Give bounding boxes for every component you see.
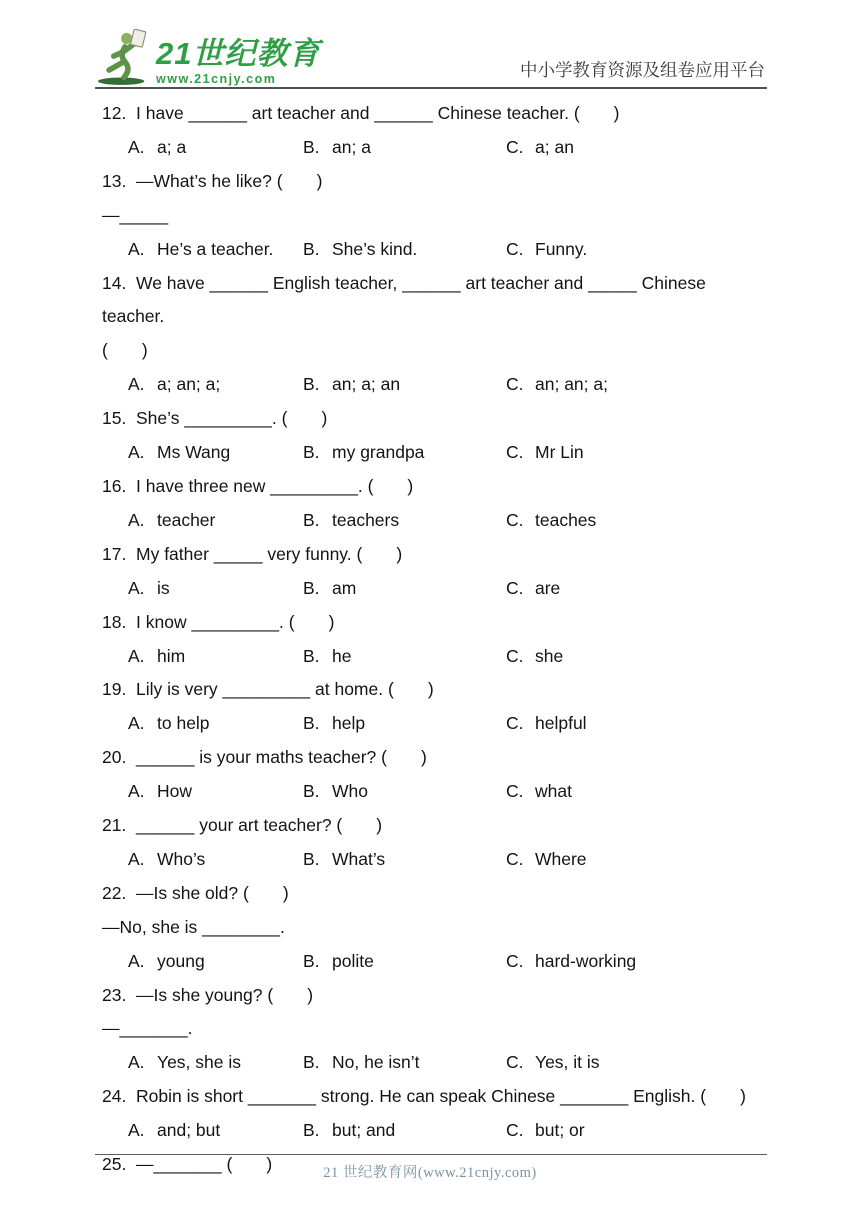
option-b-letter: B. <box>303 781 320 802</box>
option-a <box>128 640 303 674</box>
option-a-text: Who’s <box>157 848 206 869</box>
option-c-letter: C. <box>506 713 524 734</box>
question-number: 12. <box>102 103 127 123</box>
option-b-text: but; and <box>332 1120 396 1141</box>
question-list <box>95 97 771 1182</box>
option-c-text: an; an; a; <box>535 374 608 395</box>
question-number: 19. <box>102 679 127 700</box>
option-a <box>128 572 303 606</box>
option-c-text: what <box>535 781 572 802</box>
question-stem: —What’s he like? ( ) <box>136 170 323 191</box>
option-c-letter: C. <box>506 1120 524 1141</box>
question-continuation-line: ( ) <box>102 340 148 361</box>
option-a <box>128 843 303 877</box>
option-a <box>128 368 303 402</box>
logo-url: www.21cnjy.com <box>156 72 277 86</box>
option-a-letter: A. <box>128 1120 145 1141</box>
question-number: 13. <box>102 170 127 191</box>
option-b-text: my grandpa <box>332 442 425 463</box>
running-person-logo-icon <box>97 29 149 92</box>
options-row <box>95 1046 771 1080</box>
option-b-text: No, he isn’t <box>332 1052 420 1073</box>
question-stem-line <box>95 1080 771 1114</box>
option-a-letter: A. <box>128 950 145 971</box>
options-row <box>95 233 771 267</box>
question-number: 20. <box>102 747 127 768</box>
question-stem-line <box>95 673 771 707</box>
question-stem: ______ is your maths teacher? ( ) <box>136 747 427 768</box>
option-c <box>506 843 771 877</box>
option-c-letter: C. <box>506 1052 524 1073</box>
option-b-text: an; a; an <box>332 374 401 395</box>
question-continuation-line: —_____ <box>102 204 169 225</box>
option-a <box>128 504 303 538</box>
question-stem-line <box>95 809 771 843</box>
option-b-text: he <box>332 645 352 666</box>
option-c <box>506 775 771 809</box>
option-b-text: an; a <box>332 136 371 157</box>
option-b-letter: B. <box>303 713 320 734</box>
option-c <box>506 640 771 674</box>
option-b <box>303 233 506 267</box>
question-stem: We have ______ English teacher, ______ art teacher and _____ Chinese teacher. <box>102 272 711 327</box>
question-stem-line <box>95 97 771 131</box>
option-c-letter: C. <box>506 238 524 259</box>
question-stem: —_______ ( ) <box>136 1154 273 1175</box>
options-row <box>95 707 771 741</box>
question <box>95 809 771 877</box>
option-a <box>128 775 303 809</box>
option-a-letter: A. <box>128 781 145 802</box>
option-c <box>506 945 771 979</box>
option-b <box>303 436 506 470</box>
option-c <box>506 504 771 538</box>
option-c-letter: C. <box>506 781 524 802</box>
option-c <box>506 707 771 741</box>
option-a-letter: A. <box>128 848 145 869</box>
question-stem: I have three new _________. ( ) <box>136 475 414 496</box>
options-row <box>95 572 771 606</box>
option-a-letter: A. <box>128 442 145 463</box>
header-divider <box>95 87 767 89</box>
platform-slogan: 中小学教育资源及组卷应用平台 <box>520 60 765 80</box>
option-b <box>303 843 506 877</box>
options-row <box>95 640 771 674</box>
option-a-letter: A. <box>128 577 145 598</box>
option-a-text: a; an; a; <box>157 374 221 395</box>
option-c-letter: C. <box>506 136 524 157</box>
question-stem: She’s _________. ( ) <box>136 408 328 429</box>
question-number: 23. <box>102 984 127 1005</box>
option-a-text: to help <box>157 713 210 734</box>
question-stem-line <box>95 267 771 335</box>
question-stem: —Is she old? ( ) <box>136 882 289 903</box>
question <box>95 267 771 403</box>
options-row <box>95 504 771 538</box>
option-b-text: She’s kind. <box>332 238 418 259</box>
option-b-letter: B. <box>303 1120 320 1141</box>
option-c <box>506 436 771 470</box>
option-b <box>303 707 506 741</box>
options-row <box>95 368 771 402</box>
option-a-text: young <box>157 950 205 971</box>
option-b <box>303 504 506 538</box>
option-b <box>303 368 506 402</box>
options-row <box>95 843 771 877</box>
option-b-letter: B. <box>303 136 320 157</box>
option-a-text: teacher <box>157 509 216 530</box>
option-a-text: Ms Wang <box>157 442 231 463</box>
question-number: 25. <box>102 1154 127 1175</box>
option-a <box>128 945 303 979</box>
option-a-letter: A. <box>128 136 145 157</box>
question-continuation-line: —_______. <box>102 1018 193 1039</box>
option-b-letter: B. <box>303 1052 320 1073</box>
question-number: 24. <box>102 1086 127 1107</box>
option-b <box>303 572 506 606</box>
option-a <box>128 1114 303 1148</box>
question <box>95 741 771 809</box>
option-c-text: Where <box>535 848 587 869</box>
logo-text <box>156 29 320 86</box>
option-b-letter: B. <box>303 442 320 463</box>
option-a-text: and; but <box>157 1120 221 1141</box>
option-b-letter: B. <box>303 374 320 395</box>
option-a-letter: A. <box>128 509 145 530</box>
option-c-text: are <box>535 577 561 598</box>
question <box>95 877 771 979</box>
option-a <box>128 436 303 470</box>
option-b <box>303 945 506 979</box>
question-stem-line <box>95 741 771 775</box>
option-a <box>128 1046 303 1080</box>
question <box>95 606 771 674</box>
question-stem: Robin is short _______ strong. He can speak Chinese _______ English. ( ) <box>136 1086 746 1107</box>
question <box>95 1080 771 1148</box>
question <box>95 97 771 165</box>
option-c-letter: C. <box>506 374 524 395</box>
option-c-letter: C. <box>506 645 524 666</box>
question-stem-line <box>95 165 771 199</box>
question-continuation-line: —No, she is ________. <box>102 916 285 937</box>
question-stem-line <box>95 402 771 436</box>
option-b <box>303 640 506 674</box>
question-stem: My father _____ very funny. ( ) <box>136 543 403 564</box>
question-stem: Lily is very _________ at home. ( ) <box>136 679 434 700</box>
option-c-text: Yes, it is <box>535 1052 600 1073</box>
question <box>95 165 771 267</box>
option-b-text: polite <box>332 950 374 971</box>
option-b-text: teachers <box>332 509 400 530</box>
option-c-text: teaches <box>535 509 597 530</box>
footer-divider <box>95 1154 767 1155</box>
question-number: 18. <box>102 611 127 632</box>
option-c-text: she <box>535 645 564 666</box>
options-row <box>95 131 771 165</box>
option-c <box>506 1046 771 1080</box>
option-b-letter: B. <box>303 509 320 530</box>
option-c-text: Funny. <box>535 238 588 259</box>
option-a-text: him <box>157 645 186 666</box>
option-b <box>303 1046 506 1080</box>
option-a-letter: A. <box>128 713 145 734</box>
question-stem: I know _________. ( ) <box>136 611 335 632</box>
option-c-text: hard-working <box>535 950 637 971</box>
option-b <box>303 131 506 165</box>
option-c-text: helpful <box>535 713 587 734</box>
option-a-letter: A. <box>128 374 145 395</box>
option-c <box>506 1114 771 1148</box>
option-c-text: but; or <box>535 1120 585 1141</box>
question <box>95 402 771 470</box>
question <box>95 673 771 741</box>
option-a <box>128 233 303 267</box>
option-b-text: help <box>332 713 366 734</box>
option-c-letter: C. <box>506 950 524 971</box>
option-a-text: a; a <box>157 136 187 157</box>
option-a-text: Yes, she is <box>157 1052 241 1073</box>
question <box>95 538 771 606</box>
question-number: 16. <box>102 475 127 496</box>
option-b <box>303 1114 506 1148</box>
option-c-letter: C. <box>506 509 524 530</box>
option-b-text: am <box>332 577 357 598</box>
question-number: 14. <box>102 272 127 293</box>
option-b-letter: B. <box>303 848 320 869</box>
option-c-text: a; an <box>535 136 574 157</box>
option-c-letter: C. <box>506 442 524 463</box>
question-number: 17. <box>102 543 127 564</box>
options-row <box>95 775 771 809</box>
question-stem: —Is she young? ( ) <box>136 984 314 1005</box>
question-stem-line <box>95 877 771 911</box>
option-b <box>303 775 506 809</box>
option-c <box>506 233 771 267</box>
option-a <box>128 707 303 741</box>
question-stem-line <box>95 979 771 1013</box>
option-c <box>506 572 771 606</box>
question <box>95 979 771 1081</box>
option-a-text: is <box>157 577 170 598</box>
option-b-text: What’s <box>332 848 386 869</box>
footer-site-text: 21 世纪教育网(www.21cnjy.com) <box>323 1165 537 1181</box>
option-a-letter: A. <box>128 238 145 259</box>
option-c <box>506 131 771 165</box>
options-row <box>95 1114 771 1148</box>
question <box>95 470 771 538</box>
options-row <box>95 436 771 470</box>
question-number: 22. <box>102 882 127 903</box>
option-a-letter: A. <box>128 645 145 666</box>
option-b-letter: B. <box>303 577 320 598</box>
question-number: 21. <box>102 815 127 836</box>
question-number: 15. <box>102 408 127 429</box>
question-stem: I have ______ art teacher and ______ Chinese teacher. ( ) <box>136 103 620 123</box>
option-a-text: He’s a teacher. <box>157 238 274 259</box>
option-c <box>506 368 771 402</box>
option-b-text: Who <box>332 781 368 802</box>
option-b-letter: B. <box>303 645 320 666</box>
question-stem: ______ your art teacher? ( ) <box>136 815 383 836</box>
option-a <box>128 131 303 165</box>
option-b-letter: B. <box>303 950 320 971</box>
options-row <box>95 945 771 979</box>
option-a-letter: A. <box>128 1052 145 1073</box>
option-c-text: Mr Lin <box>535 442 584 463</box>
question-stem-line <box>95 538 771 572</box>
logo <box>97 29 320 92</box>
option-b-letter: B. <box>303 238 320 259</box>
logo-title: 21世纪教育 <box>156 36 321 71</box>
option-c-letter: C. <box>506 848 524 869</box>
question-stem-line <box>95 470 771 504</box>
question-stem-line <box>95 606 771 640</box>
option-a-text: How <box>157 781 193 802</box>
option-c-letter: C. <box>506 577 524 598</box>
